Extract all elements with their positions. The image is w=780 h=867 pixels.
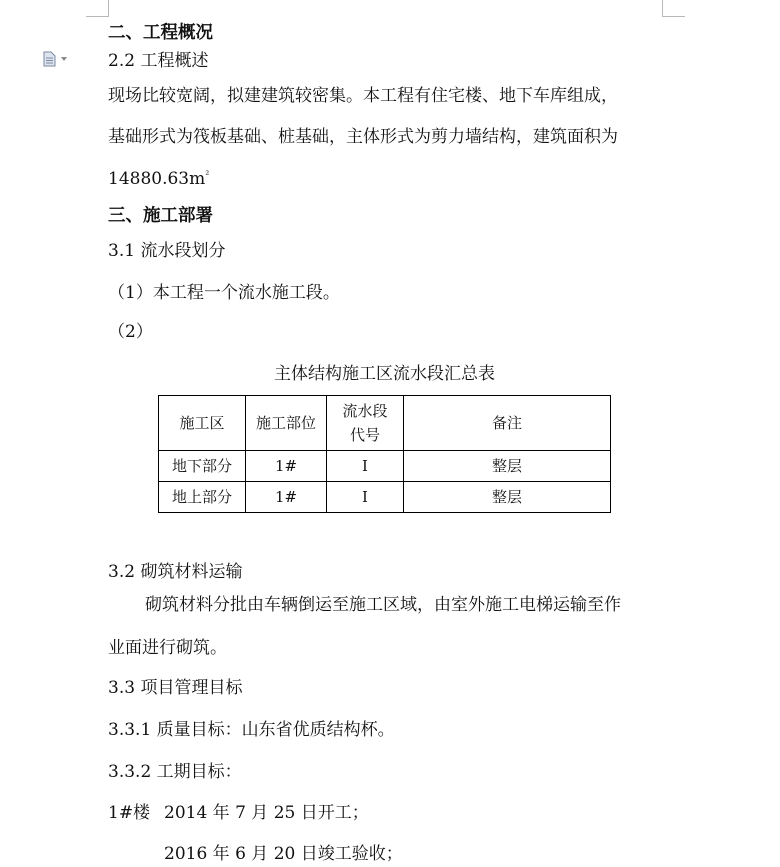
flow-section-table [158, 395, 611, 513]
table-cell: 整层 [404, 482, 611, 513]
table-cell: 地上部分 [159, 482, 246, 513]
table-cell: 1# [246, 451, 327, 482]
paragraph-1-line-1: 现场比较宽阔，拟建建筑较密集。本工程有住宅楼、地下车库组成， [108, 86, 618, 106]
section-3-heading: 三、施工部署 [108, 206, 213, 226]
list-item-2: （2） [108, 322, 153, 342]
schedule-start-date: 2014 年 7 月 25 日开工； [164, 803, 369, 823]
document-icon[interactable] [42, 51, 58, 67]
paragraph-1-line-2: 基础形式为筏板基础、桩基础，主体形式为剪力墙结构，建筑面积为 [108, 127, 618, 147]
section-2-heading: 二、工程概况 [108, 23, 213, 43]
page-corner-top-right [662, 0, 685, 17]
page-corner-top-left [86, 0, 109, 17]
header-cell-code: 流水段代号 [327, 396, 404, 451]
schedule-building-label: 1#楼 [108, 803, 151, 823]
header-cell-zone: 施工区 [159, 396, 246, 451]
section-3-3-1-text: 3.3.1 质量目标：山东省优质结构杯。 [108, 720, 395, 740]
section-3-3-heading: 3.3 项目管理目标 [108, 678, 243, 698]
table-cell: 1# [246, 482, 327, 513]
section-3-1-heading: 3.1 流水段划分 [108, 241, 226, 261]
table-cell: Ⅰ [327, 451, 404, 482]
section-2-2-heading: 2.2 工程概述 [108, 51, 209, 71]
table-row [159, 482, 611, 513]
table-header-row [159, 396, 611, 451]
table-caption: 主体结构施工区流水段汇总表 [274, 364, 495, 384]
header-cell-part: 施工部位 [246, 396, 327, 451]
list-item-1: （1）本工程一个流水施工段。 [108, 283, 340, 303]
table-row [159, 451, 611, 482]
chevron-down-icon[interactable] [61, 57, 67, 61]
area-value-line [108, 169, 209, 189]
area-unit-superscript: ² [205, 170, 210, 181]
table-cell: 地下部分 [159, 451, 246, 482]
header-cell-remark: 备注 [404, 396, 611, 451]
paragraph-2-line-2: 业面进行砌筑。 [108, 638, 227, 658]
table-cell: 整层 [404, 451, 611, 482]
section-3-3-2-text: 3.3.2 工期目标： [108, 762, 242, 782]
table-cell: Ⅰ [327, 482, 404, 513]
schedule-end-date: 2016 年 6 月 20 日竣工验收； [164, 844, 403, 864]
section-3-2-heading: 3.2 砌筑材料运输 [108, 562, 243, 582]
area-value: 14880.63m [108, 169, 206, 189]
paragraph-2-line-1: 砌筑材料分批由车辆倒运至施工区域，由室外施工电梯运输至作 [145, 595, 621, 615]
